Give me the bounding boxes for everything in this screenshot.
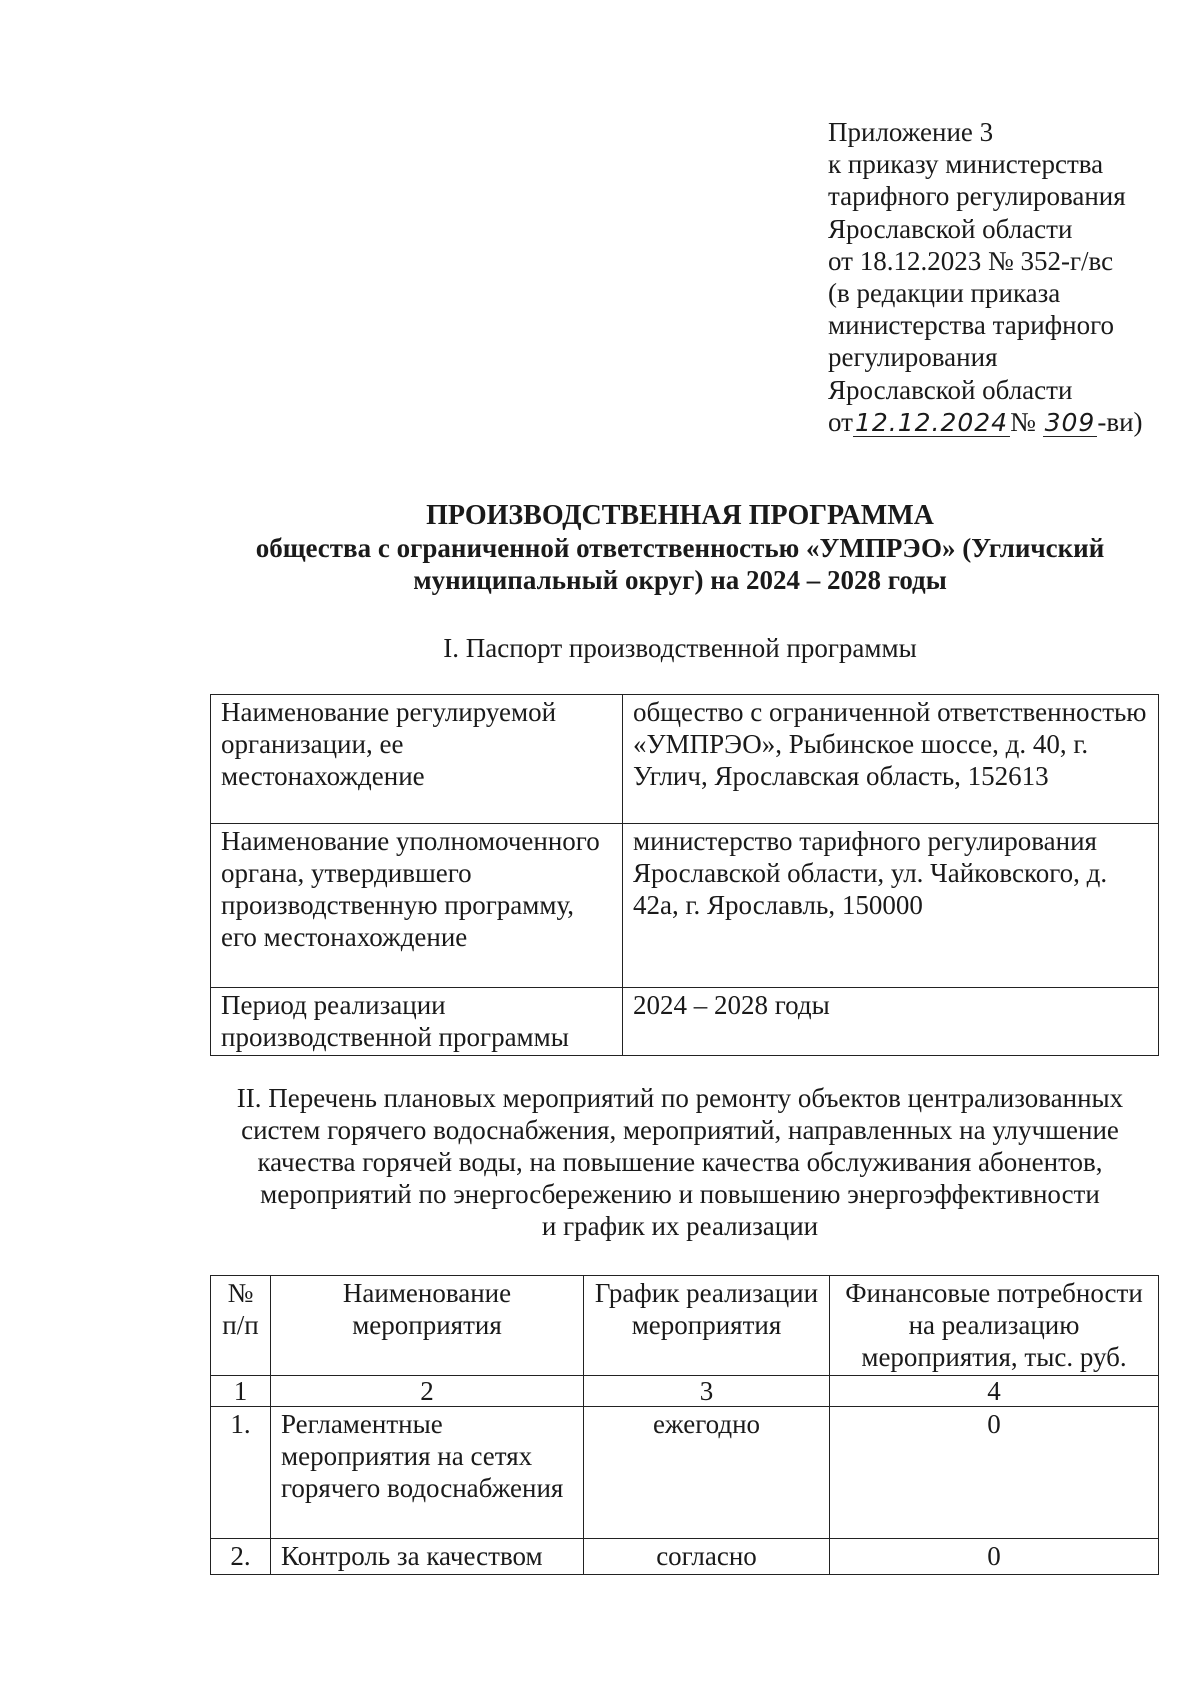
section-2-heading-line: качества горячей воды, на повышение качества обслуживания абонентов, [257, 1147, 1103, 1177]
passport-label: Период реализации производственной программы [211, 988, 623, 1056]
table-row [211, 1539, 1159, 1575]
table-row [211, 824, 1159, 988]
passport-value: общество с ограниченной ответственностью «УМПРЭО», Рыбинское шоссе, д. 40, г. Углич, Ярославская область, 152613 [623, 695, 1159, 824]
appendix-line: министерства тарифного [828, 310, 1115, 341]
section-2-heading-line: и график их реализации [541, 1211, 819, 1241]
appendix-block [828, 116, 1143, 438]
appendix-line: Приложение 3 [828, 117, 994, 147]
activity-name: Контроль за качеством [271, 1539, 584, 1575]
column-header-schedule: График реализации мероприятия [584, 1276, 830, 1376]
handwritten-date: 12.12.2024 [854, 407, 1009, 437]
activity-finance: 0 [830, 1539, 1159, 1575]
column-header-number: № п/п [211, 1276, 271, 1376]
table-row [211, 1407, 1159, 1539]
plan-table [210, 1275, 1159, 1575]
number-sign: № [1010, 406, 1036, 437]
section-2-heading [180, 1082, 1180, 1242]
passport-value: министерство тарифного регулирования Ярославской области, ул. Чайковского, д. 42а, г. Ярославль, 150000 [623, 824, 1159, 988]
row-number: 2. [211, 1539, 271, 1575]
column-header-finance: Финансовые потребности на реализацию мероприятия, тыс. руб. [830, 1276, 1159, 1376]
activity-schedule: согласно [584, 1539, 830, 1575]
section-2-heading-line: систем горячего водоснабжения, мероприятий, направленных на улучшение [241, 1115, 1119, 1145]
column-header-name: Наименование мероприятия [271, 1276, 584, 1376]
title-line: муниципальный округ) на 2024 – 2028 годы [413, 565, 947, 595]
column-number: 2 [271, 1376, 584, 1407]
appendix-line: к приказу министерства [828, 149, 1104, 180]
appendix-line: Ярославской области [828, 374, 1073, 405]
passport-label: Наименование уполномоченного органа, утвердившего производственную программу, его местонахождение [211, 824, 623, 988]
section-2-heading-line: II. Перечень плановых мероприятий по ремонту объектов централизованных [236, 1083, 1124, 1113]
document-title [180, 500, 1180, 596]
amendment-prefix: от [828, 406, 853, 437]
table-header-row [211, 1276, 1159, 1376]
passport-label: Наименование регулируемой организации, ее местонахождение [211, 695, 623, 824]
section-2-heading-line: мероприятий по энергосбережению и повышению энергоэффективности [260, 1179, 1100, 1209]
table-row [211, 988, 1159, 1056]
amendment-order-line [828, 406, 1143, 438]
passport-value: 2024 – 2028 годы [623, 988, 1159, 1056]
column-numbering-row [211, 1376, 1159, 1407]
column-number: 1 [211, 1376, 271, 1407]
appendix-line: тарифного регулирования [828, 181, 1126, 212]
title-main: ПРОИЗВОДСТВЕННАЯ ПРОГРАММА [426, 500, 934, 531]
appendix-line: (в редакции приказа [828, 278, 1061, 309]
table-row [211, 695, 1159, 824]
amendment-suffix: -ви) [1097, 406, 1143, 437]
passport-table [210, 694, 1159, 1056]
column-number: 3 [584, 1376, 830, 1407]
activity-name: Регламентные мероприятия на сетях горячего водоснабжения [271, 1407, 584, 1539]
activity-finance: 0 [830, 1407, 1159, 1539]
column-number: 4 [830, 1376, 1159, 1407]
appendix-line: от 18.12.2023 № 352-г/вс [828, 245, 1114, 276]
handwritten-number: 309 [1044, 407, 1096, 437]
title-line: общества с ограниченной ответственностью «УМПРЭО» (Угличский [255, 533, 1105, 563]
activity-schedule: ежегодно [584, 1407, 830, 1539]
appendix-line: Ярославской области [828, 213, 1073, 244]
section-1-heading: I. Паспорт производственной программы [443, 633, 917, 663]
row-number: 1. [211, 1407, 271, 1539]
appendix-line: регулирования [828, 342, 998, 373]
